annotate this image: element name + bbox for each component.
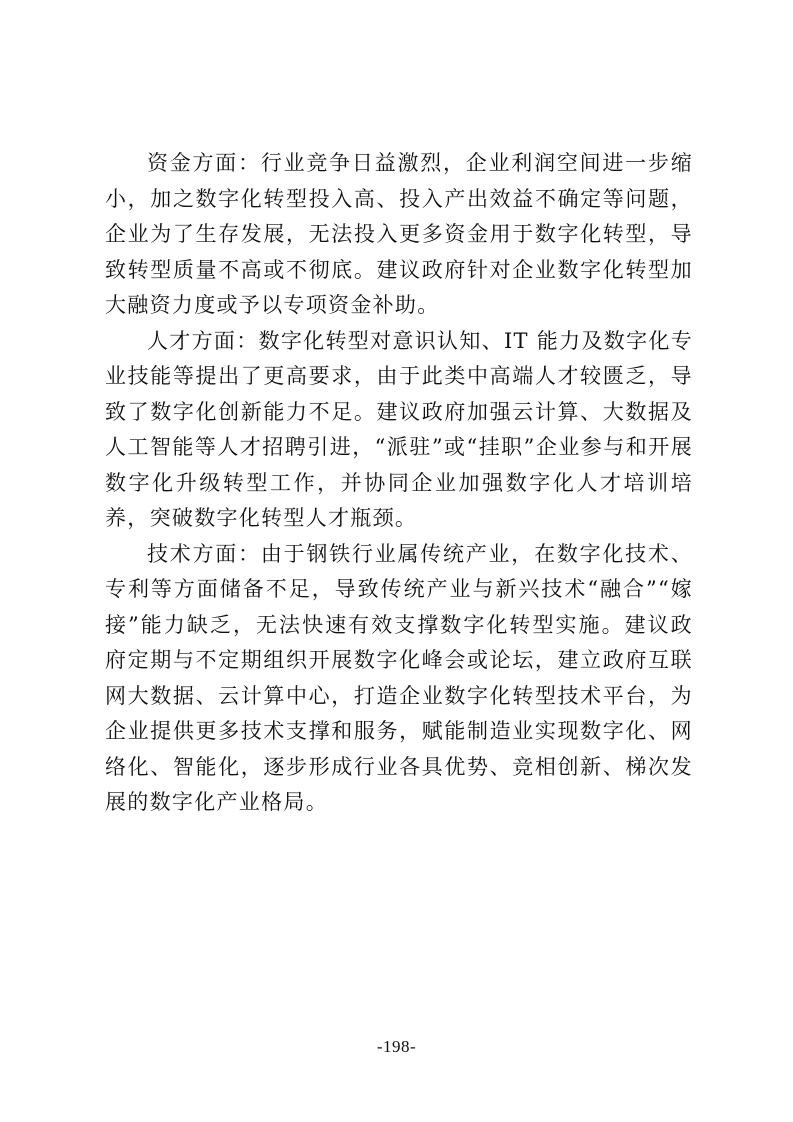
page-number: -198-	[376, 1037, 417, 1056]
paragraph-technology: 技术方面：由于钢铁行业属传统产业，在数字化技术、专利等方面储备不足，导致传统产业与新兴技术“融合”“嫁接”能力缺乏，无法快速有效支撑数字化转型实施。建议政府定期与不定期组织开展数字化峰会或论坛，建立政府互联网大数据、云计算中心，打造企业数字化转型技术平台，为企业提供更多技术支撑和服务，赋能制造业实现数字化、网络化、智能化，逐步形成行业各具优势、竞相创新、梯次发展的数字化产业格局。	[105, 541, 693, 814]
paragraph-funding: 资金方面：行业竞争日益激烈，企业利润空间进一步缩小，加之数字化转型投入高、投入产出效益不确定等问题，企业为了生存发展，无法投入更多资金用于数字化转型，导致转型质量不高或不彻底。建议政府针对企业数字化转型加大融资力度或予以专项资金补助。	[105, 151, 693, 317]
paragraph-talent: 人才方面：数字化转型对意识认知、IT 能力及数字化专业技能等提出了更高要求，由于此类中高端人才较匮乏，导致了数字化创新能力不足。建议政府加强云计算、大数据及人工智能等人才招聘引进，“派驻”或“挂职”企业参与和开展数字化升级转型工作，并协同企业加强数字化人才培训培养，突破数字化转型人才瓶颈。	[105, 328, 693, 530]
body-text	[105, 146, 693, 821]
